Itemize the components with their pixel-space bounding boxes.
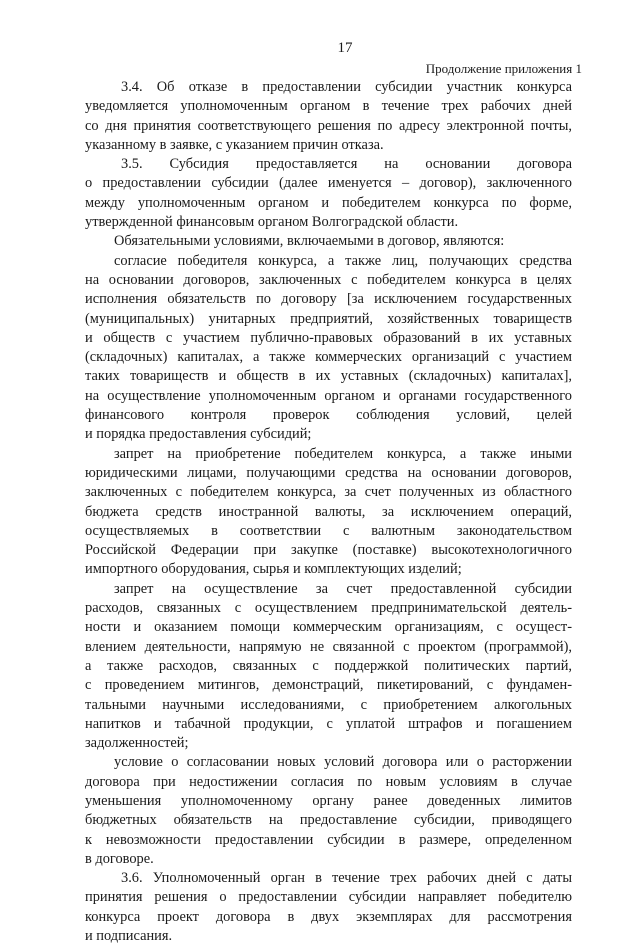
text-line: условие о согласовании новых условий договора или о расторжении: [114, 754, 572, 771]
text-line: исполнения обязательств по договору [за исключением государственных: [85, 291, 572, 308]
document-body: [85, 78, 572, 946]
text-line: запрет на осуществление за счет предоставленной субсидии: [114, 580, 572, 597]
text-line: юридическими лицами, получающими средства на основании договоров,: [85, 464, 572, 481]
text-line: и обществ с участием публично-правовых образований в их уставных: [85, 329, 572, 346]
text-line: и подписания.: [85, 928, 173, 945]
text-line: заключенных с победителем конкурса, за счет полученных из областного: [85, 484, 572, 501]
text-line: а также расходов, связанных с поддержкой политических партий,: [85, 657, 572, 674]
text-line: договора при недостижении согласия по новым условиям в случае: [85, 773, 572, 790]
text-line: принятия решения о предоставлении субсидии направляет победителю: [85, 889, 572, 906]
text-line: импортного оборудования, сырья и комплектующих изделий;: [85, 561, 462, 578]
text-line: запрет на приобретение победителем конкурса, а также иными: [114, 445, 572, 462]
text-line: на основании договоров, заключенных с победителем конкурса в целях: [85, 271, 572, 288]
text-line: конкурса проект договора в двух экземплярах для рассмотрения: [85, 908, 572, 925]
text-line: 3.4. Об отказе в предоставлении субсидии участник конкурса: [121, 79, 572, 95]
text-line: в договоре.: [85, 850, 154, 867]
text-line: уведомляется уполномоченным органом в течение трех рабочих дней: [85, 98, 572, 115]
text-line: тальными научными исследованиями, с приобретением алкогольных: [85, 696, 572, 713]
text-line: уменьшения уполномоченному органу ранее доведенных лимитов: [85, 792, 572, 809]
text-line: бюджетных обязательств на предоставление субсидии, приводящего: [85, 812, 572, 829]
text-line: указанному в заявке, с указанием причин отказа.: [85, 136, 384, 153]
text-line: Российской Федерации при закупке (поставке) высокотехнологичного: [85, 542, 572, 559]
text-line: и порядка предоставления субсидий;: [85, 426, 312, 443]
text-line: на осуществление уполномоченным органом и органами государственного: [85, 387, 572, 404]
text-line: согласие победителя конкурса, а также лиц, получающих средства: [114, 252, 572, 269]
text-line: к невозможности предоставлении субсидии в размере, определенном: [85, 831, 572, 848]
text-line: с проведением митингов, демонстраций, пикетирований, с фундамен-: [85, 677, 572, 694]
text-line: (складочных) капиталах, а также коммерческих организаций с участием: [85, 349, 572, 366]
text-line: о предоставлении субсидии (далее именуется – договор), заключенного: [85, 175, 572, 192]
appendix-continuation-label: Продолжение приложения 1: [425, 61, 582, 76]
page-number: 17: [337, 40, 353, 56]
text-line: финансового контроля проверок соблюдения условий, целей: [85, 407, 572, 424]
text-line: утвержденной финансовым органом Волгоградской области.: [85, 214, 459, 231]
text-line: таких товариществ и обществ в их уставных (складочных) капиталах],: [85, 368, 572, 385]
text-line: ности и оказанием помощи коммерческим организациям, с осущест-: [85, 619, 572, 636]
text-line: между уполномоченным органом и победителем конкурса по форме,: [85, 194, 572, 211]
text-line: бюджета средств иностранной валюты, за исключением операций,: [85, 503, 572, 520]
text-line: расходов, связанных с осуществлением предпринимательской деятель-: [85, 600, 572, 617]
text-line: 3.6. Уполномоченный орган в течение трех рабочих дней с даты: [121, 870, 572, 887]
text-line: Обязательными условиями, включаемыми в договор, являются:: [114, 233, 505, 250]
text-line: задолженностей;: [85, 735, 189, 752]
text-line: осуществляемых в соответствии с валютным законодательством: [85, 522, 572, 539]
text-line: со дня принятия соответствующего решения по адресу электронной почты,: [85, 117, 572, 134]
text-line: 3.5. Субсидия предоставляется на основании договора: [121, 156, 572, 173]
text-line: (муниципальных) унитарных предприятий, хозяйственных товариществ: [85, 310, 572, 327]
text-line: влением деятельности, напрямую не связанной с проектом (программой),: [85, 638, 572, 655]
text-line: напитков и табачной продукции, с уплатой штрафов и погашением: [85, 715, 572, 732]
